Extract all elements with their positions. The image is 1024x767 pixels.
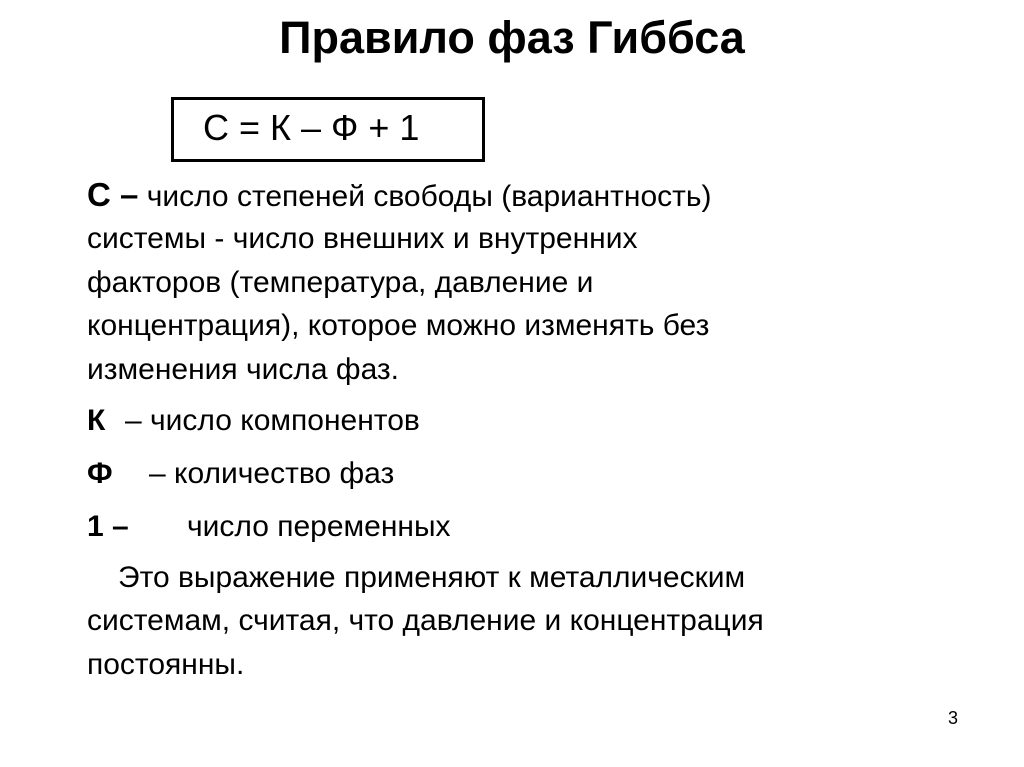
definition-one-text: число переменных (187, 510, 451, 543)
definition-c-text: число степеней свободы (вариантность) (146, 180, 712, 213)
note-line-1: Это выражение применяют к металлическим (118, 561, 746, 594)
formula: С = К – Ф + 1 (203, 107, 420, 148)
definition-k-symbol: К (87, 404, 106, 437)
definition-c-line-3: факторов (температура, давление и (87, 266, 594, 299)
definition-one (87, 507, 451, 547)
definition-c-line-5: изменения числа фаз. (87, 353, 400, 386)
note-line-3: постоянны. (87, 648, 245, 681)
definition-c-line-4: концентрация), которое можно изменять без (87, 309, 710, 342)
definition-one-symbol: 1 – (87, 510, 129, 543)
definition-k (87, 401, 420, 441)
note-line-2: системам, считая, что давление и концентрация (87, 604, 764, 637)
definition-c-line-1 (87, 175, 712, 217)
definition-k-text: – число компонентов (125, 404, 420, 437)
definition-f (87, 454, 394, 494)
definition-c-symbol: С – (87, 176, 139, 213)
definition-f-text: – количество фаз (149, 457, 395, 490)
page-number: 3 (948, 708, 959, 728)
definition-f-symbol: Ф (87, 457, 113, 490)
slide-title: Правило фаз Гиббса (279, 12, 745, 63)
definition-c-line-2: системы - число внешних и внутренних (87, 222, 638, 255)
